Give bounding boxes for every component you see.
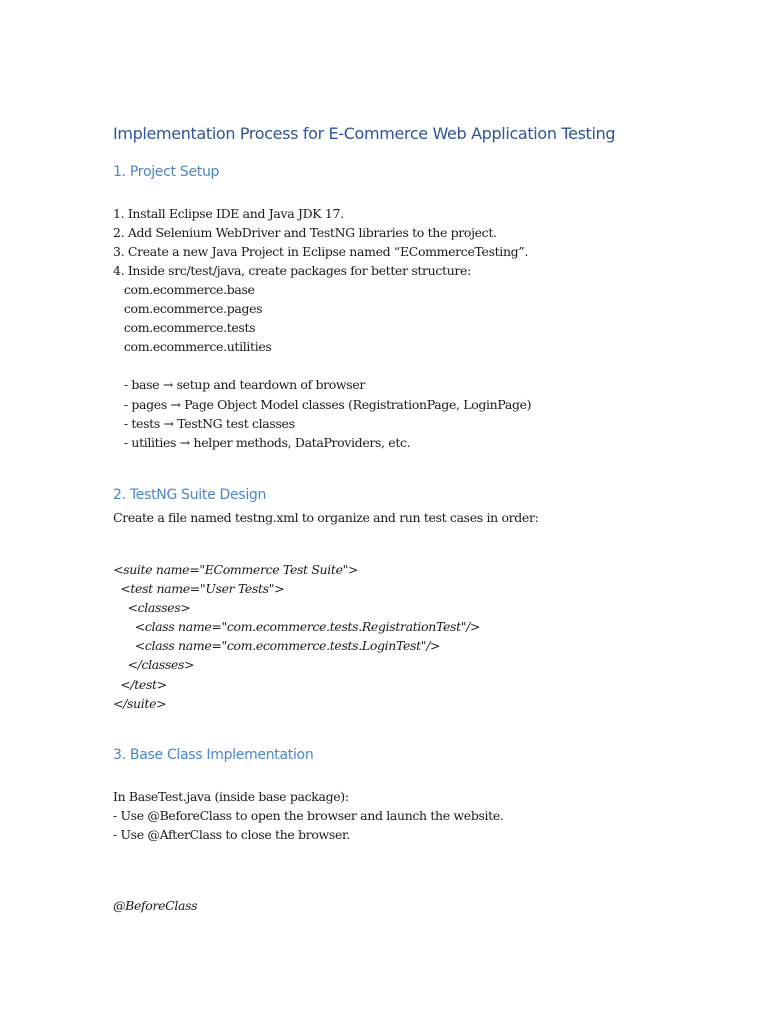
testng-intro-text: Create a file named testng.xml to organize and run test cases in order: [113,510,539,525]
package-description-line: - tests → TestNG test classes [113,416,295,431]
setup-line: 1. Install Eclipse IDE and Java JDK 17. [113,206,344,221]
package-description-line: - base → setup and teardown of browser [113,377,366,392]
setup-line: 4. Inside src/test/java, create packages for better structure: [113,263,471,278]
setup-line: 3. Create a new Java Project in Eclipse named “ECommerceTesting”. [113,244,528,259]
section-heading-testng-suite: 2. TestNG Suite Design [113,487,267,503]
package-line: com.ecommerce.utilities [113,339,272,354]
package-description-line: - utilities → helper methods, DataProviders, etc. [113,435,411,450]
before-class-annotation: @BeforeClass [113,898,198,913]
base-class-line: - Use @BeforeClass to open the browser and launch the website. [113,808,504,823]
package-line: com.ecommerce.base [113,282,255,297]
package-line: com.ecommerce.pages [113,301,263,316]
base-class-line: - Use @AfterClass to close the browser. [113,827,350,842]
code-line: </classes> [113,657,195,672]
setup-line: 2. Add Selenium WebDriver and TestNG libraries to the project. [113,225,497,240]
document-title: Implementation Process for E-Commerce Web Application Testing [113,124,616,143]
code-line: </suite> [113,696,167,711]
code-line: <classes> [113,600,191,615]
base-class-line: In BaseTest.java (inside base package): [113,789,349,804]
section-heading-base-class: 3. Base Class Implementation [113,747,314,763]
code-line: <class name="com.ecommerce.tests.LoginTest"/> [113,638,441,653]
section-heading-project-setup: 1. Project Setup [113,164,220,180]
code-line: <test name="User Tests"> [113,581,285,596]
package-description-line: - pages → Page Object Model classes (RegistrationPage, LoginPage) [113,397,532,412]
code-line: <class name="com.ecommerce.tests.RegistrationTest"/> [113,619,481,634]
code-line: </test> [113,677,167,692]
code-line: <suite name="ECommerce Test Suite"> [113,562,359,577]
package-line: com.ecommerce.tests [113,320,256,335]
